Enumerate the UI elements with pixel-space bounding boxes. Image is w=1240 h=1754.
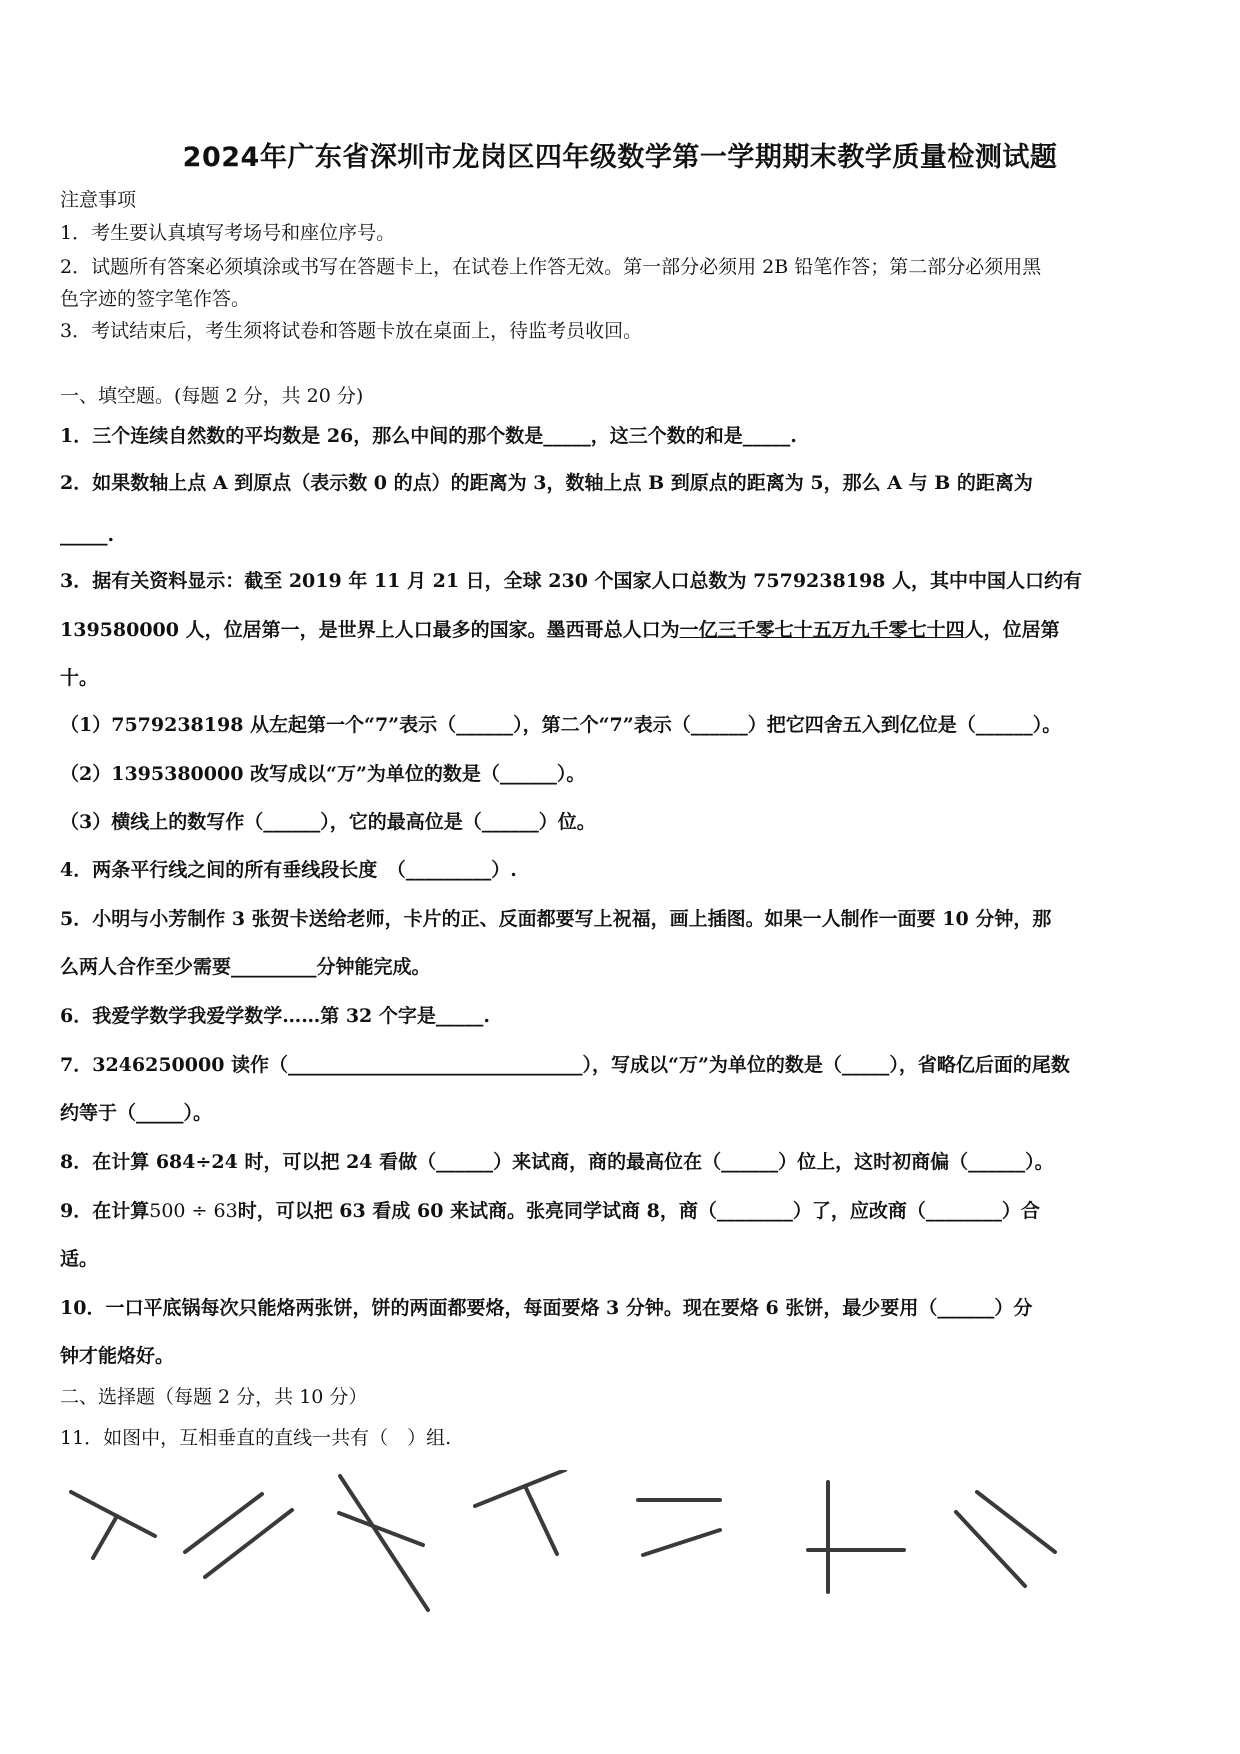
- question-9a: [60, 1198, 1190, 1224]
- question-7a: 7．3246250000 读作（_______________________________），写成以“万”为单位的数是（_____），省略亿后面的尾数: [60, 1054, 1070, 1076]
- line-pair-6: [808, 1482, 904, 1592]
- line-pair-3: [339, 1476, 428, 1610]
- question-7b: 约等于（_____）。: [60, 1102, 213, 1124]
- question-3b-underlined: 一亿三千零七十五万九千零七十四: [679, 619, 965, 641]
- question-3a: 3．据有关资料显示：截至 2019 年 11 月 21 日，全球 230 个国家人口总数为 7579238198 人，其中中国人口约有: [60, 570, 1082, 592]
- notice-item-2a: 2．试题所有答案必须填涂或书写在答题卡上，在试卷上作答无效。第一部分必须用 2B 铅笔作答；第二部分必须用黑: [60, 256, 1042, 278]
- question-5b: 么两人合作至少需要_________分钟能完成。: [60, 956, 431, 978]
- notice-heading: 注意事项: [60, 189, 137, 211]
- question-9b: 适。: [60, 1248, 99, 1270]
- question-11: 11．如图中，互相垂直的直线一共有（ ）组.: [60, 1427, 452, 1449]
- question-4: 4．两条平行线之间的所有垂线段长度 （_________）.: [60, 859, 517, 881]
- question-8: 8．在计算 684÷24 时，可以把 24 看做（______）来试商，商的最高位在（______）位上，这时初商偏（______）。: [60, 1151, 1054, 1173]
- question-3b-pre: 139580000 人，位居第一，是世界上人口最多的国家。墨西哥总人口为: [60, 619, 680, 641]
- question-1: 1．三个连续自然数的平均数是 26，那么中间的那个数是_____，这三个数的和是_____.: [60, 425, 797, 447]
- question-10a: 10．一口平底锅每次只能烙两张饼，饼的两面都要烙，每面要烙 3 分钟。现在要烙 6 张饼，最少要用（______）分: [60, 1297, 1033, 1319]
- division-formula: 500 ÷ 63: [149, 1200, 238, 1222]
- question-10b: 钟才能烙好。: [60, 1345, 175, 1367]
- notice-item-1: 1．考生要认真填写考场号和座位序号。: [60, 222, 396, 244]
- notice-item-3: 3．考试结束后，考生须将试卷和答题卡放在桌面上，待监考员收回。: [60, 320, 643, 342]
- question-3-part-1: （1）7579238198 从左起第一个“7”表示（______），第二个“7”表示（______）把它四舍五入到亿位是（______）。: [60, 714, 1062, 736]
- question-6: 6．我爱学数学我爱学数学……第 32 个字是_____.: [60, 1005, 491, 1027]
- section2-heading: 二、选择题（每题 2 分，共 10 分）: [60, 1386, 368, 1408]
- line-pair-7: [956, 1492, 1055, 1586]
- line-pairs-diagram: [55, 1470, 1185, 1640]
- question-3b-post: 人，位居第: [964, 619, 1060, 641]
- section1-heading: 一、填空题。(每题 2 分，共 20 分): [60, 385, 364, 407]
- question-3-part-3: （3）横线上的数写作（______），它的最高位是（______）位。: [60, 811, 596, 833]
- line-pair-4: [475, 1470, 565, 1554]
- page-title: 2024年广东省深圳市龙岗区四年级数学第一学期期末教学质量检测试题: [182, 142, 1058, 173]
- line-pair-1: [71, 1492, 155, 1558]
- question-2a: 2．如果数轴上点 A 到原点（表示数 0 的点）的距离为 3，数轴上点 B 到原点的距离为 5，那么 A 与 B 的距离为: [60, 472, 1033, 494]
- question-9a-pre: 9．在计算: [60, 1200, 150, 1222]
- line-pair-5: [638, 1500, 720, 1555]
- question-3b: [60, 617, 1190, 643]
- line-pair-2: [185, 1494, 292, 1577]
- question-5a: 5．小明与小芳制作 3 张贺卡送给老师，卡片的正、反面都要写上祝福，画上插图。如果一人制作一面要 10 分钟，那: [60, 908, 1052, 930]
- line-figure: [55, 1470, 1185, 1640]
- question-9a-post: 时，可以把 63 看成 60 来试商。张亮同学试商 8，商（________）了，应改商（________）合: [237, 1200, 1040, 1222]
- question-3c: 十。: [60, 667, 99, 689]
- question-3-part-2: （2）1395380000 改写成以“万”为单位的数是（______）。: [60, 763, 586, 785]
- question-2b: _____.: [60, 524, 115, 546]
- notice-item-2b: 色字迹的签字笔作答。: [60, 288, 251, 310]
